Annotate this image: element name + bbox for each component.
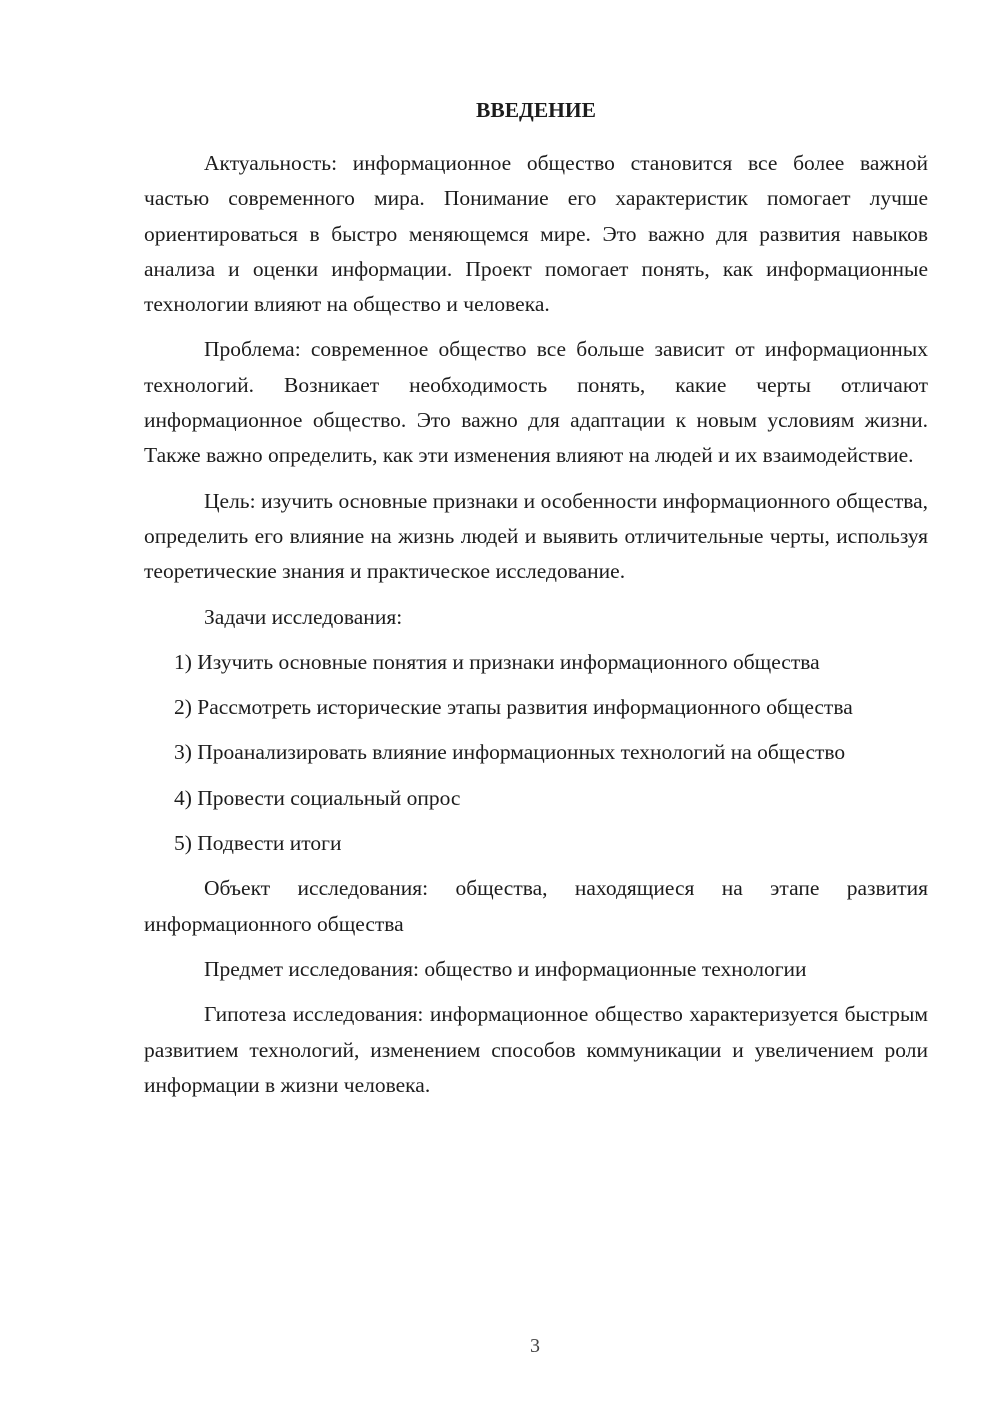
paragraph-problem: Проблема: современное общество все больше зависит от информационных технологий. Возникает необходимость понять, какие черты отличают информационное общество. Это важно для адаптации к новым условиям жизни. Также важно определить, как эти изменения влияют на людей и их взаимодействие. [144, 337, 928, 468]
paragraph-subject: Предмет исследования: общество и информационные технологии [204, 956, 807, 981]
page-number: 3 [530, 1335, 540, 1357]
paragraph-object: Объект исследования: общества, находящиеся на этапе развития информационного общества [144, 876, 928, 936]
task-item: 5) Подвести итоги [174, 831, 342, 856]
task-item: 1) Изучить основные понятия и признаки информационного общества [174, 649, 820, 674]
document-page [144, 96, 928, 1113]
paragraph-relevance: Актуальность: информационное общество становится все более важной частью современного мира. Понимание его характеристик помогает лучше ориентироваться в быстро меняющемся мире. Это важно для развития навыков анализа и оценки информации. Проект помогает понять, как информационные технологии влияют на общество и человека. [144, 151, 928, 317]
task-item: 2) Рассмотреть исторические этапы развития информационного общества [174, 695, 853, 720]
tasks-heading: Задачи исследования: [204, 604, 403, 629]
task-item: 4) Провести социальный опрос [174, 785, 461, 810]
paragraph-goal: Цель: изучить основные признаки и особенности информационного общества, определить его влияние на жизнь людей и выявить отличительные черты, используя теоретические знания и практическое исследование. [144, 488, 928, 584]
paragraph-hypothesis: Гипотеза исследования: информационное общество характеризуется быстрым развитием технологий, изменением способов коммуникации и увеличением роли информации в жизни человека. [144, 1002, 928, 1097]
task-item: 3) Проанализировать влияние информационных технологий на общество [174, 740, 846, 765]
section-title: ВВЕДЕНИЕ [476, 98, 596, 122]
